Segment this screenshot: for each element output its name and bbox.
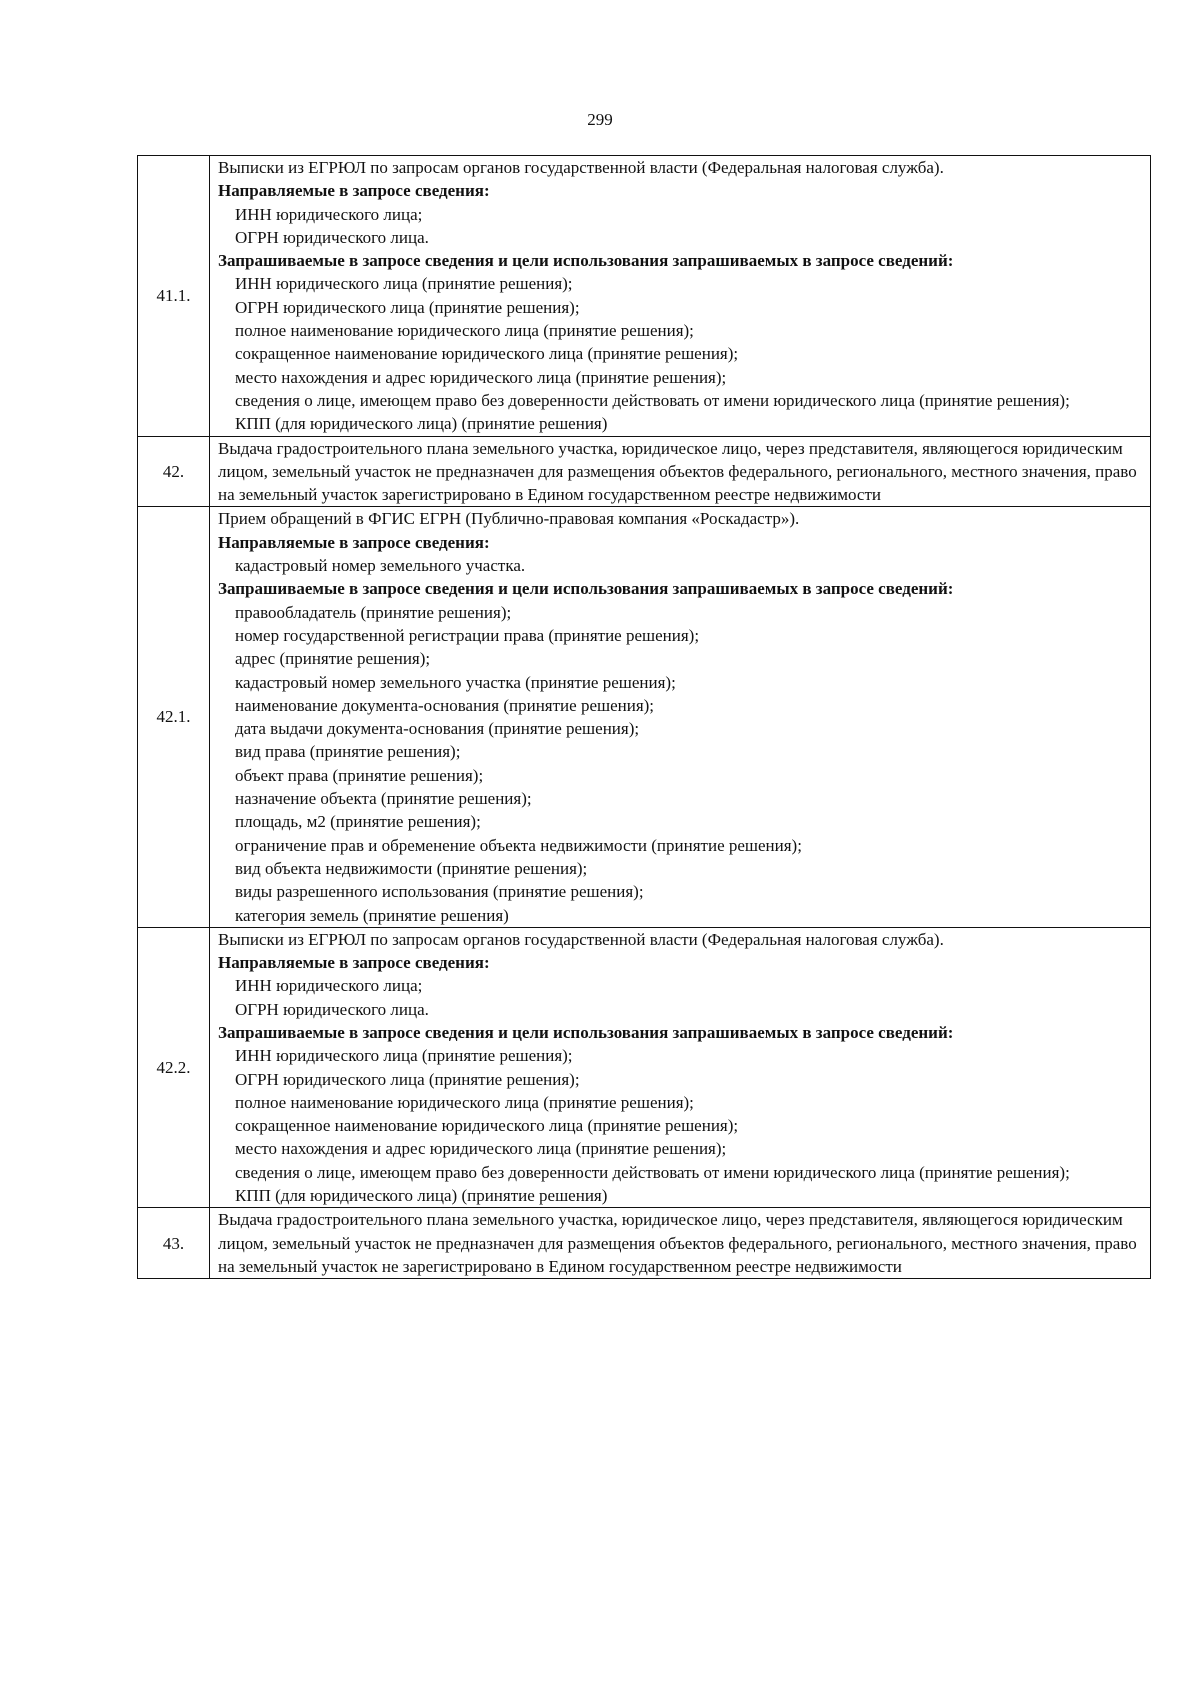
content-line: назначение объекта (принятие решения); (235, 789, 532, 809)
content-line: ОГРН юридического лица. (235, 999, 429, 1019)
content-line: вид права (принятие решения); (235, 742, 461, 762)
content-line: КПП (для юридического лица) (принятие решения) (235, 1186, 608, 1206)
row-number: 43. (138, 1208, 210, 1279)
table-row (138, 436, 1151, 507)
table-row (138, 507, 1151, 927)
content-line: место нахождения и адрес юридического лица (принятие решения); (235, 1139, 727, 1159)
section-heading: Направляемые в запросе сведения: (218, 953, 490, 973)
content-line: сведения о лице, имеющем право без доверенности действовать от имени юридического лица (принятие решения); (235, 390, 1070, 410)
content-line: ОГРН юридического лица (принятие решения); (235, 297, 580, 317)
row-content (210, 1208, 1151, 1279)
content-line: Прием обращений в ФГИС ЕГРН (Публично-правовая компания «Роскадастр»). (218, 509, 800, 529)
content-line: полное наименование юридического лица (принятие решения); (235, 1092, 694, 1112)
table-row (138, 927, 1151, 1208)
content-line: ОГРН юридического лица (принятие решения); (235, 1069, 580, 1089)
row-content (210, 507, 1151, 927)
row-number: 42. (138, 436, 210, 507)
content-line: номер государственной регистрации права (принятие решения); (235, 625, 700, 645)
content-line: кадастровый номер земельного участка (принятие решения); (235, 672, 676, 692)
content-line: кадастровый номер земельного участка. (235, 556, 526, 576)
content-line: площадь, м2 (принятие решения); (235, 812, 481, 832)
content-line: место нахождения и адрес юридического лица (принятие решения); (235, 367, 727, 387)
content-line: ИНН юридического лица (принятие решения); (235, 1046, 573, 1066)
table-body (138, 156, 1151, 1279)
section-heading: Направляемые в запросе сведения: (218, 181, 490, 201)
content-line: адрес (принятие решения); (235, 649, 431, 669)
page-number: 299 (587, 110, 613, 129)
content-line: дата выдачи документа-основания (принятие решения); (235, 719, 640, 739)
section-heading: Запрашиваемые в запросе сведения и цели использования запрашиваемых в запросе сведений: (218, 1022, 954, 1042)
row-content (210, 156, 1151, 437)
content-line: ОГРН юридического лица. (235, 227, 429, 247)
content-line: категория земель (принятие решения) (235, 905, 509, 925)
content-line: сокращенное наименование юридического лица (принятие решения); (235, 344, 739, 364)
section-heading: Запрашиваемые в запросе сведения и цели использования запрашиваемых в запросе сведений: (218, 251, 954, 271)
content-line: виды разрешенного использования (принятие решения); (235, 882, 644, 902)
content-line: объект права (принятие решения); (235, 765, 484, 785)
table-row (138, 156, 1151, 437)
row-content (210, 927, 1151, 1208)
content-line: полное наименование юридического лица (принятие решения); (235, 321, 694, 341)
content-line: сведения о лице, имеющем право без доверенности действовать от имени юридического лица (принятие решения); (235, 1162, 1070, 1182)
row-number: 42.2. (138, 927, 210, 1208)
services-table (137, 155, 1151, 1279)
content-line: Выписки из ЕГРЮЛ по запросам органов государственной власти (Федеральная налоговая служба). (218, 158, 944, 177)
content-line: правообладатель (принятие решения); (235, 602, 512, 622)
row-number: 41.1. (138, 156, 210, 437)
content-line: Выдача градостроительного плана земельного участка, юридическое лицо, через представителя, являющегося юридическим лицом, земельный участок не предназначен для размещения объектов федерального, регионального, местного значения, право на земельный участок зарегистрировано в Едином государственном реестре недвижимости (218, 438, 1137, 505)
row-number: 42.1. (138, 507, 210, 927)
content-line: сокращенное наименование юридического лица (принятие решения); (235, 1116, 739, 1136)
content-line: Выписки из ЕГРЮЛ по запросам органов государственной власти (Федеральная налоговая служба). (218, 929, 944, 949)
content-line: Выдача градостроительного плана земельного участка, юридическое лицо, через представителя, являющегося юридическим лицом, земельный участок не предназначен для размещения объектов федерального, регионального, местного значения, право на земельный участок не зарегистрировано в Едином государственном реестре недвижимости (218, 1210, 1137, 1276)
content-line: ИНН юридического лица; (235, 204, 423, 224)
content-line: ИНН юридического лица (принятие решения); (235, 274, 573, 294)
row-content (210, 436, 1151, 507)
table-row (138, 1208, 1151, 1279)
content-line: наименование документа-основания (принятие решения); (235, 695, 655, 715)
content-line: КПП (для юридического лица) (принятие решения) (235, 414, 608, 434)
section-heading: Запрашиваемые в запросе сведения и цели использования запрашиваемых в запросе сведений: (218, 579, 954, 599)
content-line: ИНН юридического лица; (235, 976, 423, 996)
section-heading: Направляемые в запросе сведения: (218, 532, 490, 552)
content-line: вид объекта недвижимости (принятие решения); (235, 858, 588, 878)
content-line: ограничение прав и обременение объекта недвижимости (принятие решения); (235, 835, 802, 855)
